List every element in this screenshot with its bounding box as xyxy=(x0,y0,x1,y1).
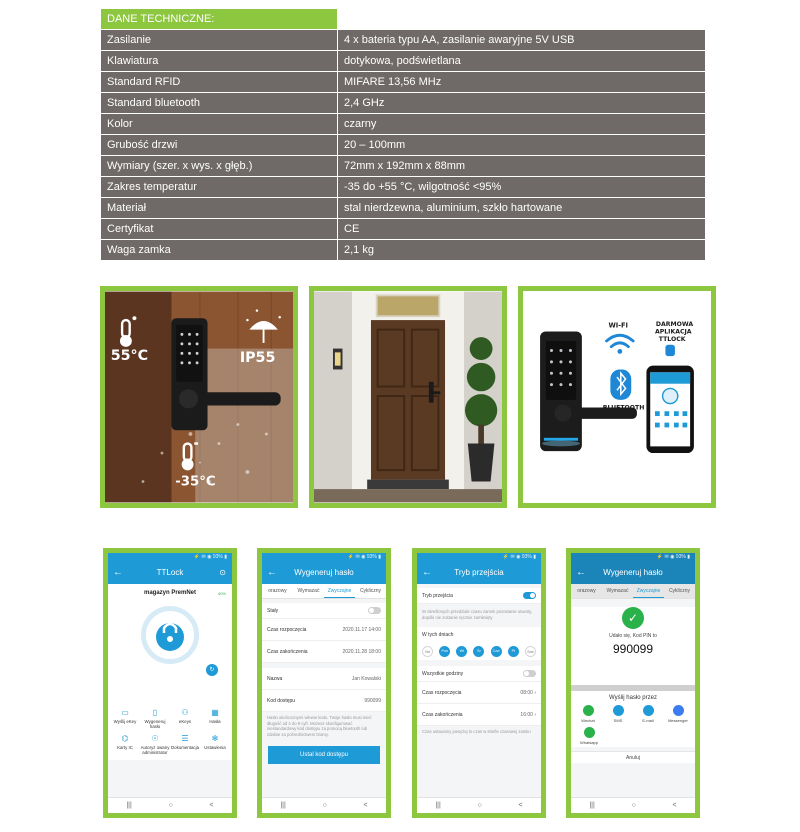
spec-key: Kolor xyxy=(101,114,337,134)
spec-value: 72mm x 192mm x 88mm xyxy=(337,156,705,176)
status-bar: ⚡ ✉ ◉ 93% ▮ xyxy=(571,553,695,562)
weekday-chip[interactable]: Sob xyxy=(525,646,536,657)
screen-title: Wygeneruj hasło xyxy=(603,568,663,577)
tab-cyclic[interactable]: Cykliczny xyxy=(359,588,382,594)
spec-key: Certyfikat xyxy=(101,219,337,239)
recent-apps-icon[interactable]: ||| xyxy=(435,802,441,809)
share-option[interactable] xyxy=(575,727,603,745)
svg-text:DARMOWA: DARMOWA xyxy=(655,320,694,328)
back-arrow-icon[interactable]: ← xyxy=(422,567,432,578)
share-app-icon xyxy=(584,727,595,738)
feature-label: eKeys xyxy=(178,719,192,724)
feature-label: Wyślij eKey xyxy=(113,719,137,724)
spec-row xyxy=(101,177,705,197)
screen-title: TTLock xyxy=(156,568,184,577)
spec-key: Wymiary (szer. x wys. x głęb.) xyxy=(101,156,337,176)
app-title-bar xyxy=(262,562,386,584)
share-app-label: Wechat xyxy=(581,718,595,723)
status-bar: ⚡ ✉ ◉ 93% ▮ xyxy=(417,553,541,562)
hand-icon xyxy=(665,345,674,356)
svg-text:APLIKACJA: APLIKACJA xyxy=(654,328,692,336)
feature-label: Karty IC xyxy=(117,745,133,750)
success-message: Udało się, Kod PIN to xyxy=(609,633,657,639)
status-bar: ⚡ ✉ ◉ 93% ▮ xyxy=(108,553,232,562)
success-check-icon: ✓ xyxy=(622,607,644,629)
feature-item[interactable] xyxy=(200,708,230,734)
spec-key: Zasilanie xyxy=(101,30,337,50)
back-arrow-icon[interactable]: ← xyxy=(113,567,123,578)
app-title-bar xyxy=(108,562,232,584)
share-option[interactable] xyxy=(574,705,602,723)
feature-icon: ⌬ xyxy=(121,734,129,743)
spec-row xyxy=(101,72,705,92)
back-arrow-icon[interactable]: ← xyxy=(267,567,277,578)
settings-icon[interactable]: ⊙ xyxy=(219,568,226,577)
feature-label: Ustawienia xyxy=(204,745,226,750)
feature-item[interactable] xyxy=(140,734,170,760)
padlock-icon xyxy=(146,611,194,659)
lock-panel xyxy=(108,584,232,704)
svg-text:TTLOCK: TTLOCK xyxy=(658,335,686,343)
feature-icon: ▯ xyxy=(152,708,158,717)
android-nav-bar xyxy=(262,797,386,813)
home-icon[interactable]: ○ xyxy=(322,802,327,809)
spec-key: Waga zamka xyxy=(101,240,337,260)
passcode-type-tabs: orazowy Wymazać Zwyczajne Cykliczny xyxy=(571,584,695,599)
spec-value: 2,4 GHz xyxy=(337,93,705,113)
photo-lock-app xyxy=(518,286,716,508)
timezone-hint: Czas ustawiony powyżej to czas w strefie czasowej zamku xyxy=(422,729,531,734)
home-icon[interactable]: ○ xyxy=(631,802,636,809)
spec-key: Standard bluetooth xyxy=(101,93,337,113)
share-option[interactable] xyxy=(634,705,662,723)
spec-row xyxy=(101,51,705,71)
photo-temperature-ip55 xyxy=(100,286,298,508)
start-time-row[interactable]: Czas rozpoczęcia 2020.11.17 14:00 xyxy=(262,619,386,641)
tab-erase[interactable]: Wymazać xyxy=(297,588,320,594)
permanent-row xyxy=(262,603,386,619)
feature-item[interactable] xyxy=(170,708,200,734)
days-label: W tych dniach xyxy=(417,627,541,643)
screen-ttlock-home xyxy=(103,548,237,818)
permanent-toggle[interactable] xyxy=(368,607,381,614)
all-hours-row: Wszystkie godziny xyxy=(417,666,541,682)
spec-value: czarny xyxy=(337,114,705,134)
screen-passcode-share xyxy=(566,548,700,818)
set-passcode-button[interactable]: Ustal kod dostępu xyxy=(268,746,380,764)
share-options xyxy=(571,703,695,725)
recent-apps-icon[interactable]: ||| xyxy=(280,802,286,809)
share-app-label: Messenger xyxy=(668,718,688,723)
app-title-bar xyxy=(571,562,695,584)
spec-value: stal nierdzewna, aluminium, szkło hartowane xyxy=(337,198,705,218)
weekday-chip[interactable]: Śr xyxy=(473,646,484,657)
back-icon[interactable]: < xyxy=(363,802,368,809)
passcode-type-tabs xyxy=(262,584,386,599)
passcode-field[interactable]: 990099 xyxy=(364,697,381,704)
home-icon[interactable]: ○ xyxy=(477,802,482,809)
spec-value: 20 – 100mm xyxy=(337,135,705,155)
refresh-icon[interactable]: ↻ xyxy=(206,664,218,676)
feature-grid xyxy=(108,704,232,760)
weekday-chip[interactable]: Pon xyxy=(439,646,450,657)
wifi-label: WI-FI xyxy=(608,321,628,330)
weekday-chip[interactable]: Czw xyxy=(491,646,502,657)
spec-row xyxy=(101,30,705,50)
weekday-chip[interactable]: Pt xyxy=(508,646,519,657)
lock-name: magazyn PremNet xyxy=(143,590,197,596)
weekday-chip[interactable]: Nd xyxy=(422,646,433,657)
photo-front-door xyxy=(309,286,507,508)
feature-icon: ✻ xyxy=(211,734,219,743)
bluetooth-label: BLUETOOTH xyxy=(602,404,645,412)
back-icon[interactable]: < xyxy=(672,802,677,809)
feature-item[interactable] xyxy=(200,734,230,760)
spec-header: DANE TECHNICZNE: xyxy=(101,9,337,29)
end-time-value: 16:00 xyxy=(520,711,533,718)
screen-title: Tryb przejścia xyxy=(454,568,504,577)
feature-item[interactable] xyxy=(110,734,140,760)
share-app-icon xyxy=(613,705,624,716)
weekday-chip[interactable]: Wt xyxy=(456,646,467,657)
send-via-label: Wyślij hasło przez xyxy=(571,691,695,703)
share-app-label: Whatsapp xyxy=(579,740,598,745)
generated-passcode: 990099 xyxy=(612,642,654,656)
feature-item[interactable] xyxy=(170,734,200,760)
status-bar: ⚡ ✉ ◉ 93% ▮ xyxy=(262,553,386,562)
passcode-hint: Hasło ukończonymi wlewie kodu. Twoje hasło musi mieć długość od 4 do 9 cyfr. Możesz skonfigurować niestandardowy kod dostępu za pomocą bluetooth lub zdalnie za pośrednictwem bramy. xyxy=(267,715,372,737)
share-option[interactable] xyxy=(604,705,632,723)
feature-icon: ▭ xyxy=(121,708,129,717)
cancel-button[interactable]: Anuluj xyxy=(571,751,695,763)
success-panel xyxy=(571,607,695,685)
share-option[interactable] xyxy=(664,705,692,723)
ip-rating-label: IP55 xyxy=(239,349,276,366)
back-icon[interactable]: < xyxy=(518,802,523,809)
end-time-value: 2020.11.28 18:00 xyxy=(342,648,381,655)
feature-icon: ⚇ xyxy=(181,708,189,717)
feature-label: Autoryz owany administrator xyxy=(140,745,170,755)
passcode-row[interactable]: Kod dostępu 990099 xyxy=(262,690,386,712)
back-icon[interactable]: < xyxy=(209,802,214,809)
feature-icon: ☉ xyxy=(151,734,159,743)
name-field[interactable]: Jan Kowalski xyxy=(351,675,381,682)
start-time-row[interactable]: Czas rozpoczęcia 08:00 › xyxy=(417,682,541,704)
spec-row xyxy=(101,156,705,176)
temp-high-label: 55°C xyxy=(110,347,149,364)
screen-passage-mode xyxy=(412,548,546,818)
spec-row xyxy=(101,219,705,239)
spec-row xyxy=(101,93,705,113)
feature-icon: ▦ xyxy=(211,708,219,717)
share-options-more xyxy=(571,725,695,747)
end-time-row[interactable]: Czas zakończenia 16:00 › xyxy=(417,704,541,726)
share-app-label: SMS xyxy=(613,718,623,723)
feature-label: Hasła xyxy=(209,719,221,724)
spec-value: CE xyxy=(337,219,705,239)
spec-value: -35 do +55 °C, wilgotność <95% xyxy=(337,177,705,197)
permanent-label: Stały xyxy=(267,607,279,614)
name-row[interactable]: Nazwa Jan Kowalski xyxy=(262,668,386,690)
spec-row xyxy=(101,114,705,134)
feature-item[interactable] xyxy=(110,708,140,734)
recent-apps-icon[interactable]: ||| xyxy=(126,802,132,809)
passage-mode-row: Tryb przejścia xyxy=(417,588,541,604)
spec-row xyxy=(101,135,705,155)
door xyxy=(371,320,445,480)
feature-item[interactable] xyxy=(140,708,170,734)
spec-key: Grubość drzwi xyxy=(101,135,337,155)
all-hours-toggle[interactable] xyxy=(523,670,536,677)
spec-value: MIFARE 13,56 MHz xyxy=(337,72,705,92)
tab-one-time[interactable]: orazowy xyxy=(268,588,287,594)
feature-icon: ☰ xyxy=(181,734,189,743)
start-time-value: 2020.11.17 14:00 xyxy=(342,626,381,633)
app-title-bar xyxy=(417,562,541,584)
tab-regular[interactable]: Zwyczajne xyxy=(324,584,355,598)
android-nav-bar xyxy=(571,797,695,813)
unlock-button[interactable] xyxy=(141,606,199,664)
android-nav-bar xyxy=(417,797,541,813)
start-time-value: 08:00 xyxy=(520,689,533,696)
spec-key: Standard RFID xyxy=(101,72,337,92)
share-app-label: E-mail xyxy=(642,718,654,723)
spec-row xyxy=(101,198,705,218)
spec-value: 2,1 kg xyxy=(337,240,705,260)
spec-header-row xyxy=(101,9,705,29)
spec-row xyxy=(101,240,705,260)
share-app-icon xyxy=(583,705,594,716)
spec-key: Materiał xyxy=(101,198,337,218)
android-nav-bar xyxy=(108,797,232,813)
share-app-icon xyxy=(673,705,684,716)
end-time-row[interactable]: Czas zakończenia 2020.11.28 18:00 xyxy=(262,641,386,663)
screen-generate-passcode xyxy=(257,548,391,818)
recent-apps-icon[interactable]: ||| xyxy=(589,802,595,809)
spec-value: dotykowa, podświetlana xyxy=(337,51,705,71)
feature-label: Wygeneruj hasło xyxy=(144,719,166,729)
passage-mode-hint: W określonych przedziale czasu zamek pozostanie otwarty, dopóki nie zostanie ręcznie zamknięty xyxy=(422,609,533,620)
share-app-icon xyxy=(643,705,654,716)
home-icon[interactable]: ○ xyxy=(168,802,173,809)
battery-level: 40% xyxy=(217,591,226,596)
temp-low-label: -35°C xyxy=(175,474,216,490)
spec-value: 4 x bateria typu AA, zasilanie awaryjne 5V USB xyxy=(337,30,705,50)
screen-title: Wygeneruj hasło xyxy=(294,568,354,577)
back-arrow-icon[interactable]: ← xyxy=(576,567,586,578)
feature-label: Dokumentacja xyxy=(170,745,200,750)
spec-key: Zakres temperatur xyxy=(101,177,337,197)
weekday-selector xyxy=(417,643,541,660)
passage-mode-toggle[interactable] xyxy=(523,592,536,599)
spec-key: Klawiatura xyxy=(101,51,337,71)
spec-table xyxy=(101,8,705,261)
